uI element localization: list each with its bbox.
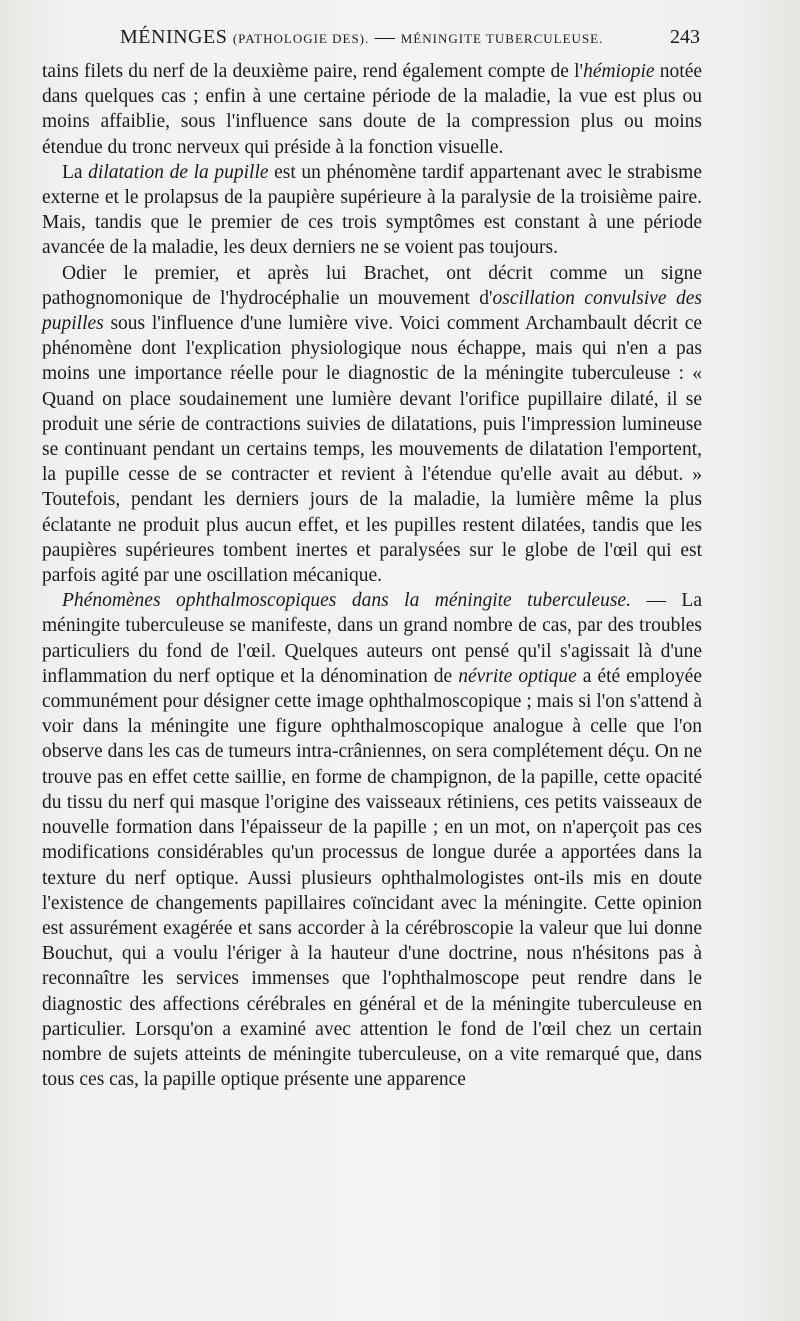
running-header [40,26,700,56]
paragraph [42,261,702,589]
running-title-sub: MÉNINGITE TUBERCULEUSE. [400,31,604,46]
running-title-dash: — [374,26,396,48]
text-run: sous l'influence d'une lumière vive. Voici comment Archambault décrit ce phénomène dont l'explication physiologique nous échappe, mais qui n'en a pas moins une importance réelle pour le diagnostic de la méningite tuberculeuse : « Quand on place soudainement une lumière devant l'orifice pupillaire dilaté, il se produit une série de contractions suivies de dilatations, puis l'impression lumineuse se continuant pendant un certains temps, les mouvements de dilatation l'emportent, la pupille cesse de se contracter et revient à l'étendue qu'elle avait au début. » Toutefois, pendant les derniers jours de la maladie, la lumière même la plus éclatante ne produit plus aucun effet, et les pupilles restent dilatées, tandis que les paupières supérieures tombent inertes et paralysées sur le globe de l'œil qui est parfois agité par une oscillation mécanique. [42,313,702,587]
paragraph [42,588,702,1092]
italic-phrase: dilatation de la pupille [88,161,269,183]
paragraph [42,59,702,160]
running-title [120,26,603,49]
page-number: 243 [670,26,700,48]
text-run: notée dans quelques cas ; enfin à une certaine période de la maladie, la vue est plus ou moins affaiblie, sous l'influence sans doute de la compression plus ou moins étendue du tronc nerveux qui préside à la fonction visuelle. [42,61,703,158]
text-run: est un phénomène tardif appartenant avec le strabisme externe et le prolapsus de la paupière supérieure à la paralysie de la troisième paire. Mais, tandis que le premier de ces trois symptômes est constant à une période avancée de la maladie, les deux derniers ne se voient pas toujours. [42,161,702,259]
text-run: Odier le premier, et après lui Brachet, ont décrit comme un signe pathognomonique de l'hydrocéphalie un mouvement d' [42,262,702,309]
body-text [42,59,702,1092]
text-run: a été employée communément pour désigner cette image ophthalmoscopique ; mais si l'on s'attend à voir dans la méningite une figure ophthalmoscopique analogue à celle que l'on observe dans les cas de tumeurs intra-crâniennes, on sera complétement déçu. On ne trouve pas en effet cette saillie, en forme de champignon, de la papille, cette opacité du tissu du nerf qui masque l'origine des vaisseaux rétiniens, ces petits vaisseaux de nouvelle formation dans l'épaisseur de la papille ; en un mot, on n'aperçoit pas ces modifications considérables qu'un processus de longue durée a apportées dans la texture du nerf optique. Aussi plusieurs ophthalmologistes ont-ils mis en doute l'existence de changements papillaires coïncidant avec la méningite. Cette opinion est assurément exagérée et sans accorder à la cérébroscopie la valeur que lui donne Bouchut, qui a voulu l'ériger à la hauteur d'une doctrine, nous n'hésitons pas à reconnaître les services immenses que l'ophthalmoscope peut rendre dans le diagnostic des affections cérébrales en général et de la méningite tuberculeuse en particulier. Lorsqu'on a examiné avec attention le fond de l'œil chez un certain nombre de sujets atteints de méningite tuberculeuse, on a vite remarqué que, dans tous ces cas, la papille optique présente une apparence [42,665,702,1091]
italic-phrase: oscillation convulsive des pupilles [42,287,702,335]
running-title-paren: (PATHOLOGIE DES). [232,31,370,46]
paragraph [42,160,702,261]
text-run: — La méningite tuberculeuse se manifeste, dans un grand nombre de cas, par des troubles particuliers du fond de l'œil. Quelques auteurs ont pensé qu'il s'agissait là d'une inflammation du nerf optique et la dénomination de [42,590,702,687]
running-title-main: MÉNINGES [120,26,228,48]
italic-phrase: Phénomènes ophthalmoscopiques dans la méningite tuberculeuse. [62,590,631,612]
text-run: tains filets du nerf de la deuxième paire, rend également compte de l' [42,61,584,82]
italic-phrase: hémiopie [583,61,655,82]
italic-phrase: névrite optique [458,665,577,687]
text-run: La [62,161,89,183]
